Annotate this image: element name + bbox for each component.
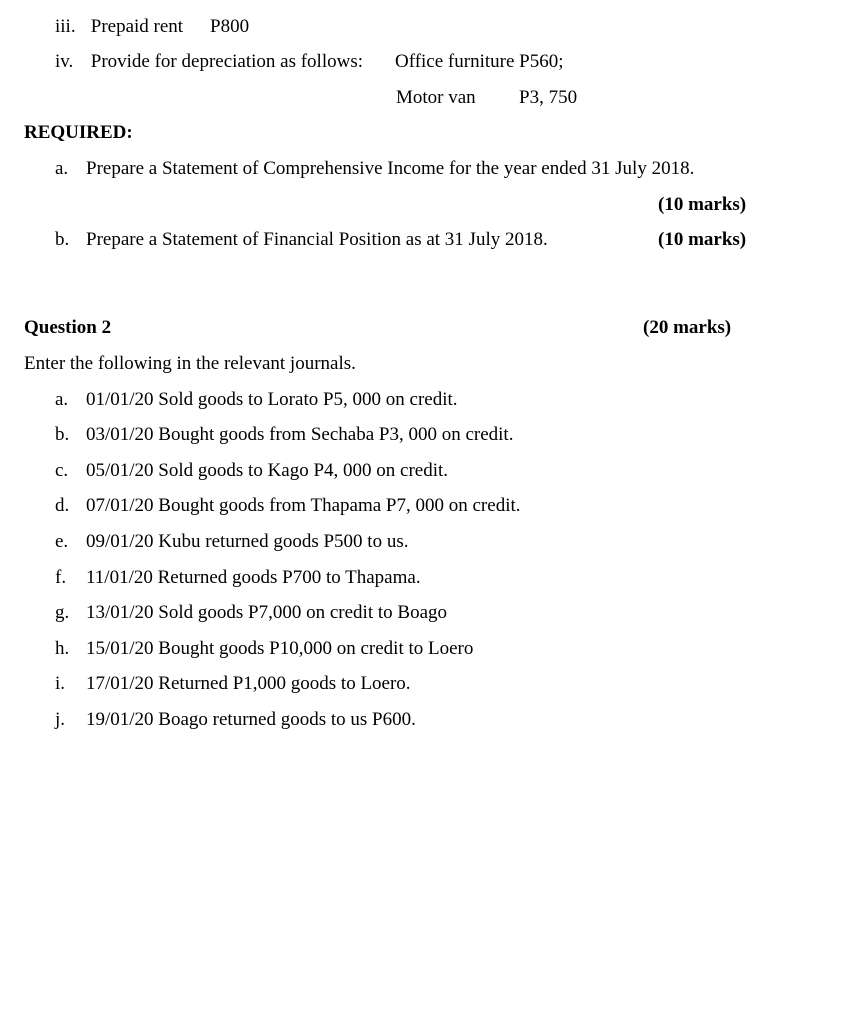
journal-item-f bbox=[55, 567, 421, 589]
journal-item-j bbox=[55, 709, 416, 731]
journal-item-marker: d. bbox=[55, 495, 70, 516]
journal-item-text: 05/01/20 Sold goods to Kago P4, 000 on credit. bbox=[86, 460, 449, 481]
required-item-a bbox=[55, 158, 694, 180]
depreciation-motor-van-value: P3, 750 bbox=[519, 87, 578, 108]
question-2-instruction: Enter the following in the relevant journals. bbox=[24, 353, 356, 374]
depreciation-motor-van-label: Motor van bbox=[396, 87, 476, 108]
depreciation-office-furniture: Office furniture P560; bbox=[395, 51, 564, 72]
journal-item-marker: i. bbox=[55, 673, 66, 694]
item-iii-value: P800 bbox=[210, 16, 250, 37]
journal-item-e bbox=[55, 531, 408, 553]
journal-item-text: 11/01/20 Returned goods P700 to Thapama. bbox=[86, 567, 421, 588]
journal-item-text: 19/01/20 Boago returned goods to us P600. bbox=[86, 709, 416, 730]
journal-item-b bbox=[55, 424, 513, 446]
item-iv-marker: iv. bbox=[55, 51, 74, 72]
required-item-b bbox=[55, 229, 548, 251]
item-iii-label: Prepaid rent bbox=[90, 16, 184, 37]
journal-item-i bbox=[55, 673, 411, 695]
journal-item-text: 17/01/20 Returned P1,000 goods to Loero. bbox=[86, 673, 411, 694]
item-iii bbox=[55, 16, 183, 38]
journal-item-text: 09/01/20 Kubu returned goods P500 to us. bbox=[86, 531, 409, 552]
item-iv-text: Provide for depreciation as follows: bbox=[90, 51, 364, 72]
journal-item-text: 15/01/20 Bought goods P10,000 on credit to Loero bbox=[86, 638, 474, 659]
journal-item-text: 07/01/20 Bought goods from Thapama P7, 000 on credit. bbox=[86, 495, 521, 516]
journal-item-g bbox=[55, 602, 447, 624]
journal-item-c bbox=[55, 460, 448, 482]
journal-item-marker: c. bbox=[55, 460, 69, 481]
required-item-a-marks: (10 marks) bbox=[658, 194, 747, 215]
item-iv bbox=[55, 51, 363, 73]
journal-item-text: 01/01/20 Sold goods to Lorato P5, 000 on credit. bbox=[86, 389, 458, 410]
question-2-marks: (20 marks) bbox=[643, 317, 732, 338]
journal-item-d bbox=[55, 495, 521, 517]
required-item-a-marker: a. bbox=[55, 158, 69, 179]
item-iii-marker: iii. bbox=[55, 16, 76, 37]
journal-item-text: 03/01/20 Bought goods from Sechaba P3, 000 on credit. bbox=[86, 424, 514, 445]
journal-item-h bbox=[55, 638, 473, 660]
journal-item-marker: a. bbox=[55, 389, 69, 410]
journal-item-marker: e. bbox=[55, 531, 69, 552]
journal-item-marker: j. bbox=[55, 709, 66, 730]
required-item-b-marks: (10 marks) bbox=[658, 229, 747, 250]
question-2-title: Question 2 bbox=[24, 317, 112, 338]
required-item-b-text: Prepare a Statement of Financial Position as at 31 July 2018. bbox=[86, 229, 548, 250]
journal-item-text: 13/01/20 Sold goods P7,000 on credit to Boago bbox=[86, 602, 447, 623]
required-heading: REQUIRED: bbox=[24, 122, 133, 143]
journal-item-marker: g. bbox=[55, 602, 70, 623]
journal-item-a bbox=[55, 389, 458, 411]
required-item-b-marker: b. bbox=[55, 229, 70, 250]
journal-item-marker: f. bbox=[55, 567, 67, 588]
journal-item-marker: h. bbox=[55, 638, 70, 659]
journal-item-marker: b. bbox=[55, 424, 70, 445]
required-item-a-text: Prepare a Statement of Comprehensive Income for the year ended 31 July 2018. bbox=[86, 158, 695, 179]
